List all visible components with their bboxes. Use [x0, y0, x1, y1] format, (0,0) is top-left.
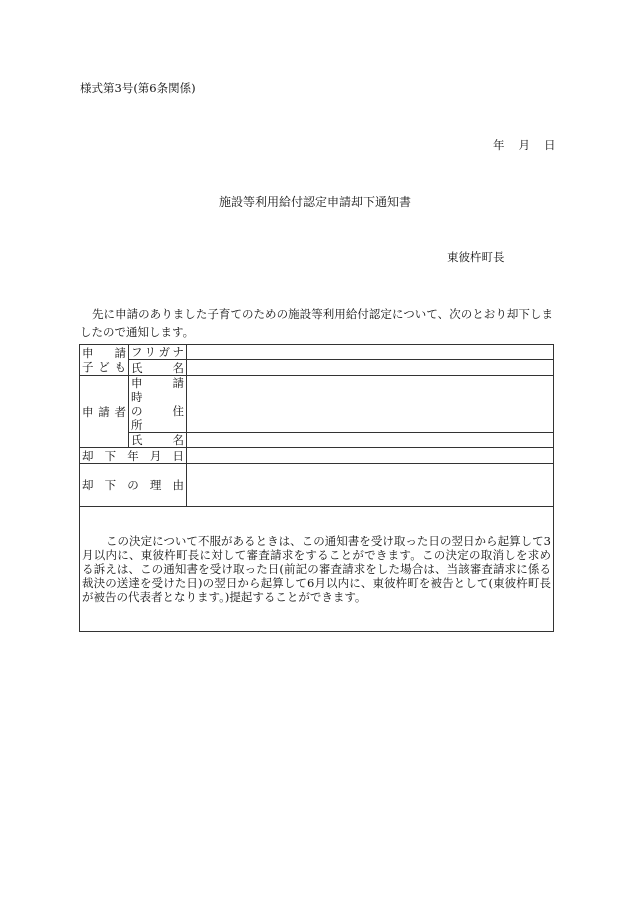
date-line: [493, 137, 556, 153]
applicant-name-label: 氏 名: [129, 433, 187, 448]
applicant-label: 申請者: [80, 376, 129, 448]
furigana-label: フリガナ: [129, 345, 187, 360]
date-month: 月: [518, 138, 530, 152]
issuer: 東彼杵町長: [447, 250, 505, 264]
address-label-cell: [129, 376, 196, 433]
date-year: 年: [493, 138, 505, 152]
form-table: [79, 344, 554, 632]
furigana-field[interactable]: [187, 345, 554, 360]
address-label-2: の 住 所: [131, 404, 196, 432]
child-name-label: 氏 名: [129, 360, 187, 376]
rejection-reason-label: 却下の理由: [80, 464, 187, 507]
address-label-1: 申 請 時: [131, 376, 196, 404]
rejection-reason-field[interactable]: [187, 464, 554, 507]
child-label-2: 子ども: [82, 360, 126, 374]
rejection-date-label: 却下年月日: [80, 448, 187, 464]
applicant-address-field[interactable]: [187, 376, 554, 433]
document-title: 施設等利用給付認定申請却下通知書: [218, 195, 411, 209]
intro-text: 先に申請のありました子育てのための施設等利用給付認定について、次のとおり却下しましたので通知します。: [80, 307, 553, 339]
form-number: 様式第3号(第6条関係): [80, 81, 196, 95]
applicant-name-field[interactable]: [187, 433, 554, 448]
appeal-notice: この決定について不服があるときは、この通知書を受け取った日の翌日から起算して3月以内に、東彼杵町長に対して審査請求をすることができます。この決定の取消しを求める訴えは、この通知書を受け取った日(前記の審査請求をした場合は、当該審査請求に係る裁決の送達を受けた日)の翌日から起算して6月以内に、東彼杵町を被告として(東彼杵町長が被告の代表者となります。)提起することができます。: [80, 507, 554, 632]
date-day: 日: [544, 138, 556, 152]
child-label-1: 申 請: [82, 346, 126, 360]
child-label-cell: [80, 345, 129, 376]
rejection-date-field[interactable]: [187, 448, 554, 464]
child-name-field[interactable]: [187, 360, 554, 376]
